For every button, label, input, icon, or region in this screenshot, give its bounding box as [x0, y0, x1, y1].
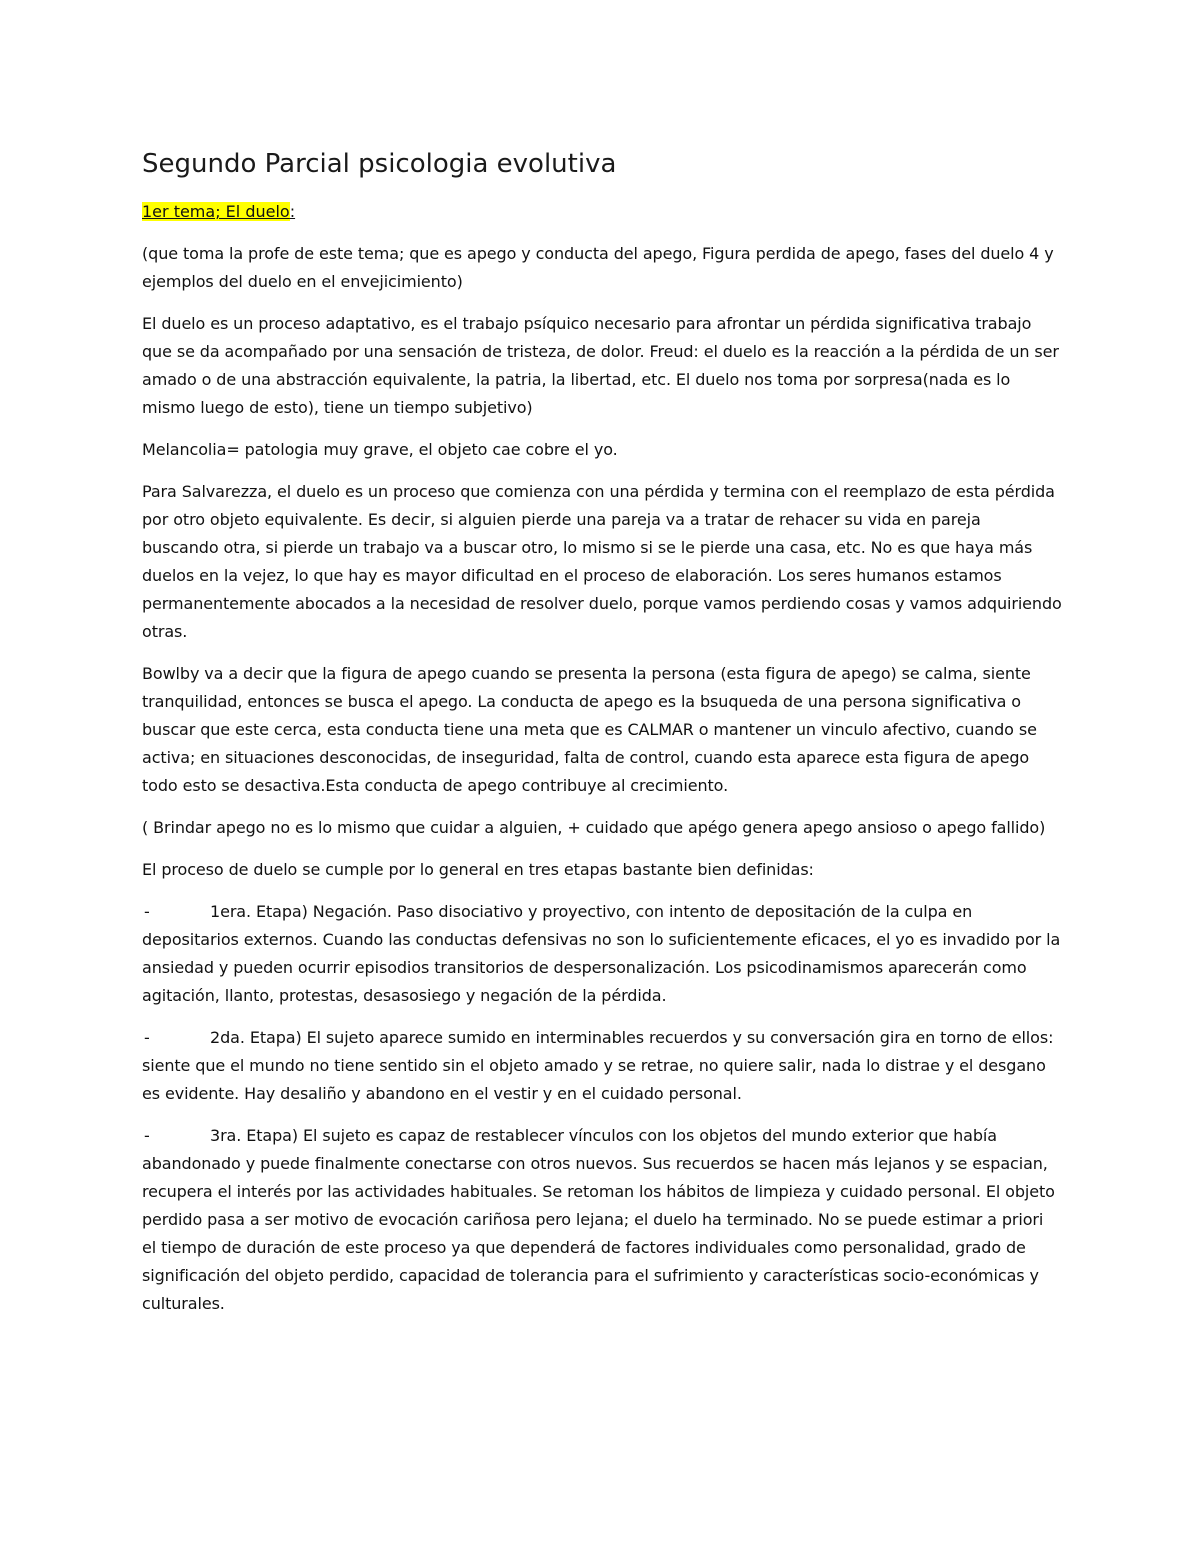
document-body: [142, 140, 1062, 1332]
stage-text-3: 3ra. Etapa) El sujeto es capaz de restablecer vínculos con los objetos del mundo exterior que había abandonado y puede finalmente conectarse con otros nuevos. Sus recuerdos se hacen más lejanos y se espacian, recupera el interés por las actividades habituales. Se retoman los hábitos de limpieza y cuidado personal. El objeto perdido pasa a ser motivo de evocación cariñosa pero lejana; el duelo ha terminado. No se puede estimar a priori el tiempo de duración de este proceso ya que dependerá de factores individuales como personalidad, grado de significación del objeto perdido, capacidad de tolerancia para el sufrimiento y características socio-económicas y culturales.: [142, 1126, 1055, 1313]
stage-text-1: 1era. Etapa) Negación. Paso disociativo y proyectivo, con intento de depositación de la culpa en depositarios externos. Cuando las conductas defensivas no son lo suficientemente eficaces, el yo es invadido por la ansiedad y pueden ocurrir episodios transitorios de despersonalización. Los psicodinamismos aparecerán como agitación, llanto, protestas, desasosiego y negación de la pérdida.: [142, 902, 1061, 1005]
list-item: [142, 1122, 1062, 1318]
paragraph-salvarezza: Para Salvarezza, el duelo es un proceso que comienza con una pérdida y termina con el reemplazo de esta pérdida por otro objeto equivalente. Es decir, si alguien pierde una pareja va a tratar de rehacer su vida en pareja buscando otra, si pierde un trabajo va a buscar otro, lo mismo si se le pierde una casa, etc. No es que haya más duelos en la vejez, lo que hay es mayor dificultad en el proceso de elaboración. Los seres humanos estamos permanentemente abocados a la necesidad de resolver duelo, porque vamos perdiendo cosas y vamos adquiriendo otras.: [142, 482, 1062, 641]
list-item: [142, 1024, 1062, 1108]
bullet-marker: -: [144, 902, 150, 921]
document-title: Segundo Parcial psicologia evolutiva: [142, 149, 617, 179]
topic-colon: :: [289, 202, 296, 221]
topic-heading: [142, 198, 1062, 226]
bullet-marker: -: [144, 1126, 150, 1145]
topic-label-highlighted: 1er tema; El duelo: [142, 202, 290, 221]
list-item: [142, 898, 1062, 1010]
bullet-marker: -: [144, 1028, 150, 1047]
paragraph-bowlby: Bowlby va a decir que la figura de apego cuando se presenta la persona (esta figura de apego) se calma, siente tranquilidad, entonces se busca el apego. La conducta de apego es la bsuqueda de una persona significativa o buscar que este cerca, esta conducta tiene una meta que es CALMAR o mantener un vinculo afectivo, cuando se activa; en situaciones desconocidas, de inseguridad, falta de control, cuando esta aparece esta figura de apego todo esto se desactiva.Esta conducta de apego contribuye al crecimiento.: [142, 664, 1037, 795]
paragraph-brindar-apego: ( Brindar apego no es lo mismo que cuidar a alguien, + cuidado que apégo genera apego ansioso o apego fallido): [142, 818, 1046, 837]
paragraph-topics-list: (que toma la profe de este tema; que es apego y conducta del apego, Figura perdida de apego, fases del duelo 4 y ejemplos del duelo en el envejicimiento): [142, 244, 1054, 291]
stage-text-2: 2da. Etapa) El sujeto aparece sumido en interminables recuerdos y su conversación gira en torno de ellos: siente que el mundo no tiene sentido sin el objeto amado y se retrae, no quiere salir, nada lo distrae y el desgano es evidente. Hay desaliño y abandono en el vestir y en el cuidado personal.: [142, 1028, 1054, 1103]
paragraph-duelo-definition: El duelo es un proceso adaptativo, es el trabajo psíquico necesario para afrontar un pérdida significativa trabajo que se da acompañado por una sensación de tristeza, de dolor. Freud: el duelo es la reacción a la pérdida de un ser amado o de una abstracción equivalente, la patria, la libertad, etc. El duelo nos toma por sorpresa(nada es lo mismo luego de esto), tiene un tiempo subjetivo): [142, 314, 1059, 417]
paragraph-etapas-intro: El proceso de duelo se cumple por lo general en tres etapas bastante bien definidas:: [142, 860, 814, 879]
paragraph-melancolia: Melancolia= patologia muy grave, el objeto cae cobre el yo.: [142, 440, 618, 459]
